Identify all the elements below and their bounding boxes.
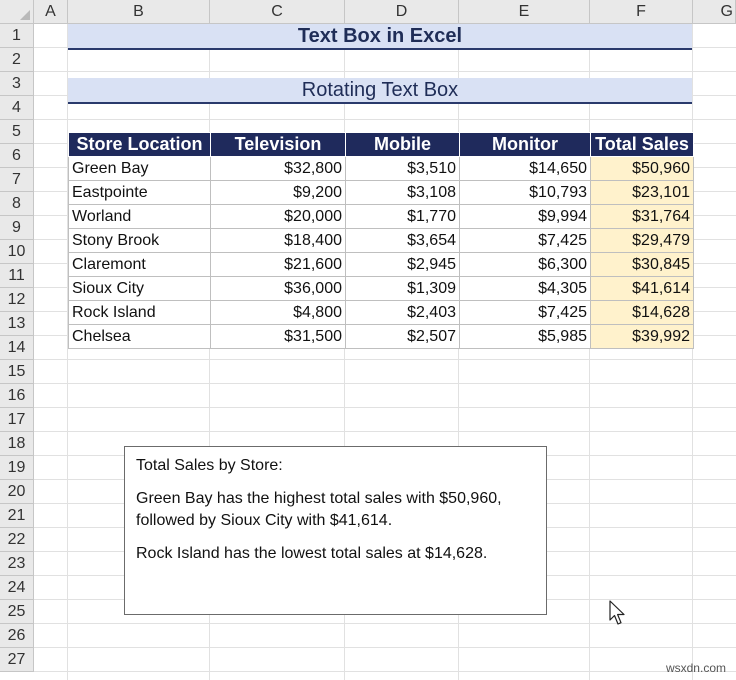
textbox-heading: Total Sales by Store: [136, 457, 283, 474]
store-location-cell[interactable]: Chelsea [69, 325, 211, 349]
sales-cell[interactable]: $36,000 [211, 277, 346, 301]
row-header[interactable]: 23 [0, 552, 34, 576]
sales-cell[interactable]: $9,200 [211, 181, 346, 205]
sales-cell[interactable]: $32,800 [211, 157, 346, 181]
gridline [34, 431, 736, 432]
sales-cell[interactable]: $4,305 [460, 277, 591, 301]
row-header[interactable]: 26 [0, 624, 34, 648]
column-header-f[interactable]: F [590, 0, 693, 24]
sales-cell[interactable]: $2,945 [346, 253, 460, 277]
row-header[interactable]: 9 [0, 216, 34, 240]
store-location-cell[interactable]: Sioux City [69, 277, 211, 301]
row-header[interactable]: 4 [0, 96, 34, 120]
row-header[interactable]: 1 [0, 24, 34, 48]
row-header[interactable]: 20 [0, 480, 34, 504]
row-header[interactable]: 24 [0, 576, 34, 600]
table-row [69, 301, 694, 325]
sales-cell[interactable]: $31,500 [211, 325, 346, 349]
table-row [69, 325, 694, 349]
total-sales-cell[interactable]: $23,101 [591, 181, 694, 205]
header-monitor[interactable]: Monitor [460, 133, 591, 157]
sales-cell[interactable]: $18,400 [211, 229, 346, 253]
gridline [34, 71, 736, 72]
textbox-line-lowest: Rock Island has the lowest total sales at $14,628. [136, 545, 488, 562]
table-header-row [69, 133, 694, 157]
row-header[interactable]: 2 [0, 48, 34, 72]
sheet-subtitle[interactable]: Rotating Text Box [68, 78, 692, 104]
gridline [34, 407, 736, 408]
watermark: wsxdn.com [665, 661, 726, 675]
column-header-a[interactable]: A [34, 0, 68, 24]
total-sales-cell[interactable]: $30,845 [591, 253, 694, 277]
sales-cell[interactable]: $5,985 [460, 325, 591, 349]
total-sales-cell[interactable]: $39,992 [591, 325, 694, 349]
row-header[interactable]: 18 [0, 432, 34, 456]
row-header[interactable]: 16 [0, 384, 34, 408]
row-header[interactable]: 22 [0, 528, 34, 552]
gridline [34, 383, 736, 384]
gridline [67, 24, 68, 680]
header-television[interactable]: Television [211, 133, 346, 157]
row-header[interactable]: 17 [0, 408, 34, 432]
gridline [692, 24, 693, 680]
row-header[interactable]: 8 [0, 192, 34, 216]
row-header[interactable]: 3 [0, 72, 34, 96]
table-row [69, 253, 694, 277]
row-header[interactable]: 7 [0, 168, 34, 192]
table-row [69, 229, 694, 253]
column-header-g[interactable]: G [693, 0, 736, 24]
select-all-corner[interactable] [0, 0, 34, 24]
row-header[interactable]: 15 [0, 360, 34, 384]
store-location-cell[interactable]: Worland [69, 205, 211, 229]
gridline [34, 623, 736, 624]
sales-cell[interactable]: $4,800 [211, 301, 346, 325]
column-header-e[interactable]: E [459, 0, 590, 24]
sales-cell[interactable]: $7,425 [460, 229, 591, 253]
gridline [34, 359, 736, 360]
total-sales-cell[interactable]: $50,960 [591, 157, 694, 181]
sales-cell[interactable]: $3,654 [346, 229, 460, 253]
header-total-sales[interactable]: Total Sales [591, 133, 694, 157]
total-sales-cell[interactable]: $29,479 [591, 229, 694, 253]
store-location-cell[interactable]: Claremont [69, 253, 211, 277]
table-row [69, 205, 694, 229]
store-location-cell[interactable]: Green Bay [69, 157, 211, 181]
row-header[interactable]: 25 [0, 600, 34, 624]
sales-cell[interactable]: $6,300 [460, 253, 591, 277]
row-header[interactable]: 27 [0, 648, 34, 672]
total-sales-cell[interactable]: $31,764 [591, 205, 694, 229]
sales-cell[interactable]: $9,994 [460, 205, 591, 229]
sales-cell[interactable]: $7,425 [460, 301, 591, 325]
row-header[interactable]: 10 [0, 240, 34, 264]
column-header-b[interactable]: B [68, 0, 210, 24]
gridline [34, 647, 736, 648]
column-header-d[interactable]: D [345, 0, 459, 24]
sales-cell[interactable]: $3,108 [346, 181, 460, 205]
header-mobile[interactable]: Mobile [346, 133, 460, 157]
rotating-text-box[interactable] [124, 446, 547, 615]
row-header[interactable]: 5 [0, 120, 34, 144]
gridline [589, 24, 590, 680]
sales-cell[interactable]: $21,600 [211, 253, 346, 277]
store-location-cell[interactable]: Stony Brook [69, 229, 211, 253]
row-header[interactable]: 21 [0, 504, 34, 528]
sales-cell[interactable]: $2,507 [346, 325, 460, 349]
mouse-pointer-icon [609, 600, 627, 626]
sales-cell[interactable]: $2,403 [346, 301, 460, 325]
row-header[interactable]: 14 [0, 336, 34, 360]
sales-cell[interactable]: $20,000 [211, 205, 346, 229]
store-location-cell[interactable]: Eastpointe [69, 181, 211, 205]
sales-cell[interactable]: $10,793 [460, 181, 591, 205]
sales-cell[interactable]: $1,770 [346, 205, 460, 229]
row-header[interactable]: 12 [0, 288, 34, 312]
sheet-title[interactable]: Text Box in Excel [68, 24, 692, 50]
sales-cell[interactable]: $3,510 [346, 157, 460, 181]
total-sales-cell[interactable]: $14,628 [591, 301, 694, 325]
sales-cell[interactable]: $1,309 [346, 277, 460, 301]
gridline [34, 119, 736, 120]
store-location-cell[interactable]: Rock Island [69, 301, 211, 325]
row-header[interactable]: 19 [0, 456, 34, 480]
table-row [69, 277, 694, 301]
header-store-location[interactable]: Store Location [69, 133, 211, 157]
gridline [34, 671, 736, 672]
column-header-c[interactable]: C [210, 0, 345, 24]
row-header[interactable]: 13 [0, 312, 34, 336]
sales-cell[interactable]: $14,650 [460, 157, 591, 181]
select-all-triangle-icon [20, 10, 30, 20]
table-row [69, 181, 694, 205]
sales-table [68, 132, 694, 349]
textbox-line-highest: Green Bay has the highest total sales with $50,960, followed by Sioux City with $41,614. [136, 490, 502, 529]
row-header[interactable]: 11 [0, 264, 34, 288]
row-header[interactable]: 6 [0, 144, 34, 168]
table-row [69, 157, 694, 181]
total-sales-cell[interactable]: $41,614 [591, 277, 694, 301]
